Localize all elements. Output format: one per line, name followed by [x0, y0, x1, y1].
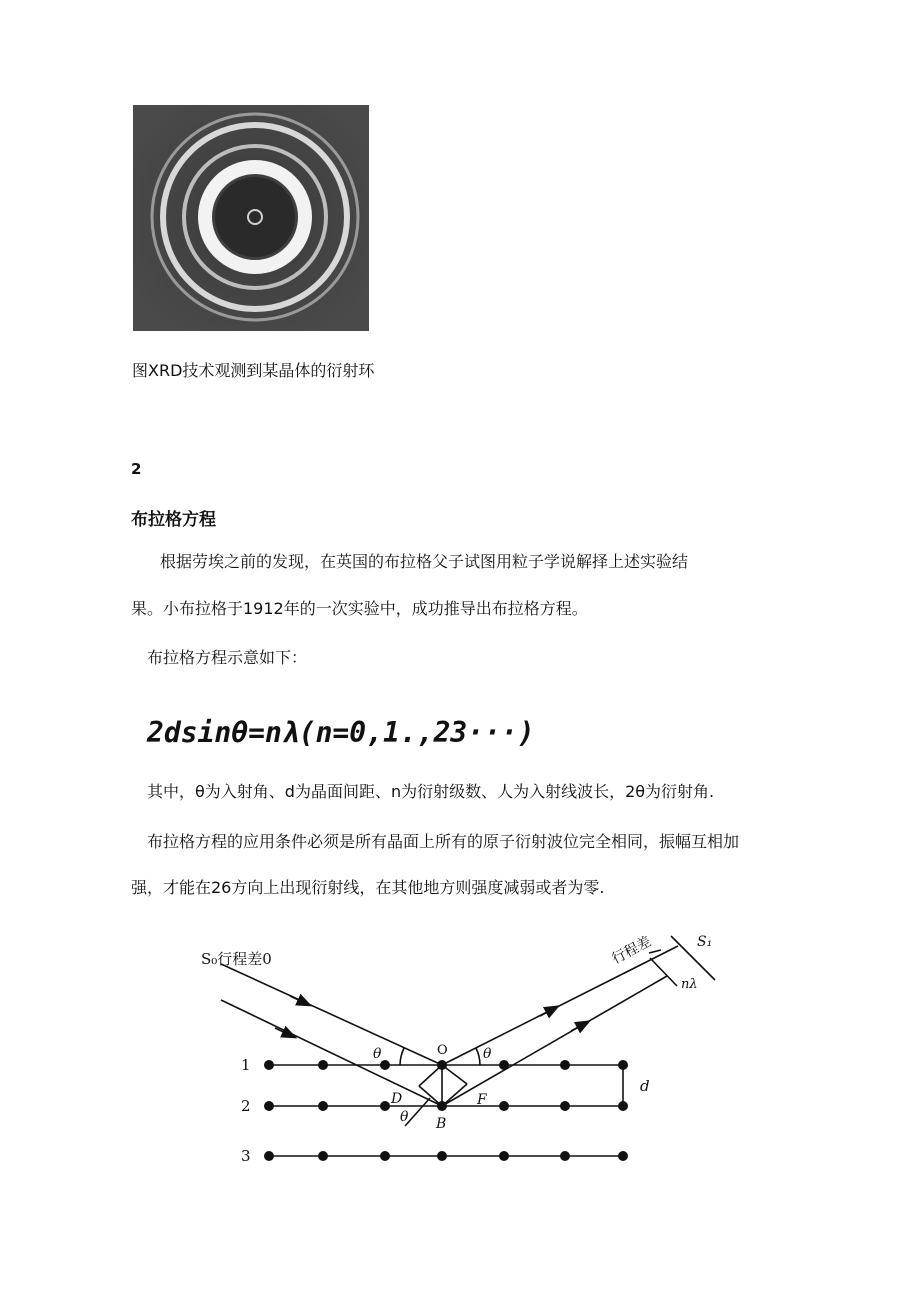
point-label-o: O: [437, 1043, 448, 1058]
paragraph-definitions: 其中，θ为入射角、d为晶面间距、n为衍射级数、人为入射线波长，2θ为衍射角.: [147, 782, 715, 801]
theta-label-lower: θ: [400, 1109, 409, 1125]
xrd-diffraction-ring-image: [133, 105, 369, 331]
point-label-f: F: [477, 1092, 487, 1108]
bragg-diagram: [195, 928, 725, 1173]
point-label-b: B: [436, 1116, 447, 1132]
scattered-beam-label: S₁: [697, 934, 713, 950]
point-label-d: D: [391, 1091, 403, 1107]
figure-caption: 图XRD技术观测到某晶体的衍射环: [132, 361, 375, 380]
bragg-formula: 2dsinθ=nλ(n=0,1.,23···): [147, 716, 535, 749]
paragraph-intro-line-3: 布拉格方程示意如下：: [147, 648, 308, 667]
paragraph-intro-line-2: 果。小布拉格于1912年的一次实验中，成功推导出布拉格方程。: [131, 599, 588, 618]
section-title: 布拉格方程: [131, 510, 216, 530]
row-label-3: 3: [241, 1147, 251, 1165]
n-lambda-label: nλ: [681, 977, 698, 992]
path-difference-label: 行程差: [609, 933, 654, 968]
paragraph-condition-line-2: 强，才能在26方向上出现衍射线，在其他地方则强度减弱或者为零.: [131, 878, 605, 897]
row-label-2: 2: [241, 1097, 251, 1115]
spacing-label-d: d: [640, 1077, 650, 1095]
paragraph-condition-line-1: 布拉格方程的应用条件必须是所有晶面上所有的原子衍射波位完全相同，振幅互相加: [147, 832, 740, 851]
theta-label-incident: θ: [373, 1046, 382, 1062]
theta-label-diffracted: θ: [483, 1046, 492, 1062]
row-label-1: 1: [241, 1056, 251, 1074]
paragraph-intro-line-1: 根据劳埃之前的发现，在英国的布拉格父子试图用粒子学说解择上述实验结: [160, 552, 689, 571]
section-number: 2: [131, 460, 142, 478]
incident-beam-label: S₀行程差0: [201, 950, 272, 968]
